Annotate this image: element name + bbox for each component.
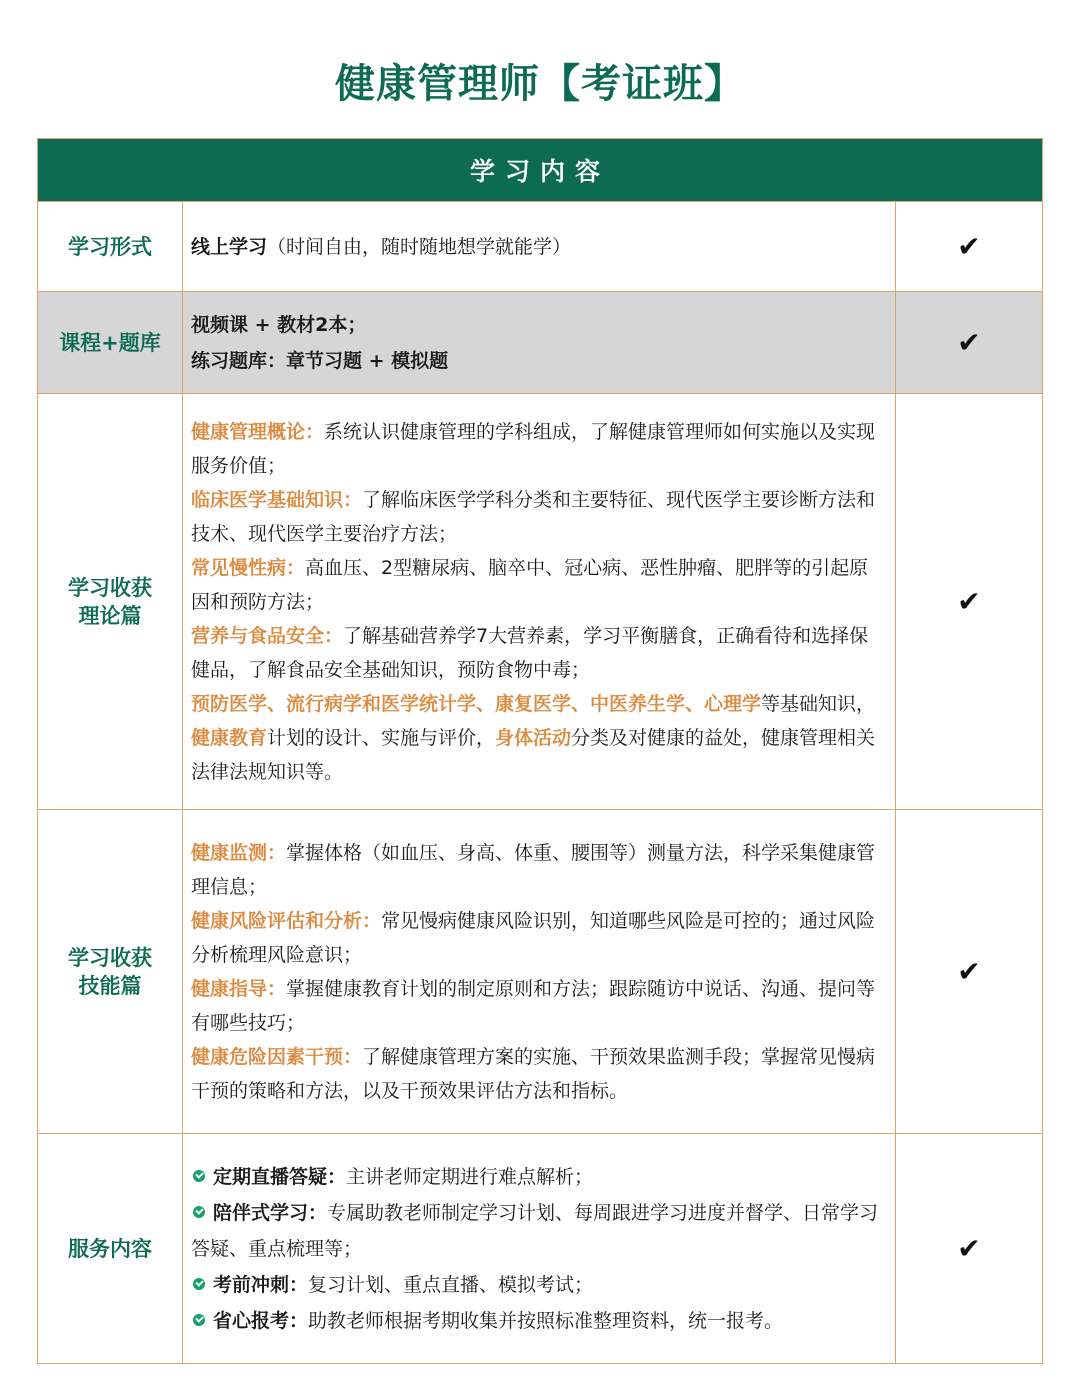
list-item: 临床医学基础知识：了解临床医学学科分类和主要特征、现代医学主要诊断方法和技术、现代医学主要治疗方法； [191,488,876,545]
row-services [37,1134,1043,1364]
check-circle-icon [193,1314,205,1326]
row-skills [37,810,1043,1134]
row-content [183,202,896,291]
check-mark-icon: ✔ [957,955,981,988]
row-label: 学习收获 理论篇 [38,394,183,809]
course-table [37,138,1043,1364]
check-mark-icon: ✔ [957,585,981,618]
content-line: 视频课 + 教材2本； [191,313,367,336]
list-item: 健康管理概论：系统认识健康管理的学科组成，了解健康管理师如何实施以及实现服务价值； [191,420,876,477]
row-content [183,1134,896,1363]
row-content [183,292,896,393]
row-study-format [37,202,1043,292]
list-item: 定期直播答疑：主讲老师定期进行难点解析； [191,1159,881,1195]
list-item: 健康监测：掌握体格（如血压、身高、体重、腰围等）测量方法，科学采集健康管理信息； [191,841,876,898]
list-item: 营养与食品安全：了解基础营养学7大营养素，学习平衡膳食，正确看待和选择保健品，了解食品安全基础知识，预防食物中毒； [191,624,869,681]
check-mark-icon: ✔ [957,230,981,263]
list-item: 陪伴式学习：专属助教老师制定学习计划、每周跟进学习进度并督学、日常学习答疑、重点梳理等； [191,1201,879,1260]
row-content [183,394,896,809]
row-course-bank [37,292,1043,394]
row-label: 学习形式 [38,202,183,291]
check-circle-icon [193,1206,205,1218]
table-header: 学习内容 [37,138,1043,202]
strong-text: 线上学习 [191,235,268,258]
page-title: 健康管理师【考证班】 [335,61,745,107]
check-mark-icon: ✔ [957,1232,981,1265]
row-content [183,810,896,1133]
list-item: 考前冲刺：复习计划、重点直播、模拟考试； [191,1267,881,1303]
content-line: 练习题库：章节习题 + 模拟题 [191,349,449,372]
check-circle-icon [193,1278,205,1290]
row-theory [37,394,1043,810]
list-item: 预防医学、流行病学和医学统计学、康复医学、中医养生学、心理学等基础知识，健康教育计划的设计、实施与评价，身体活动分类及对健康的益处，健康管理相关法律法规知识等。 [191,692,876,783]
plain-text: （时间自由，随时随地想学就能学） [267,235,572,258]
list-item: 健康指导：掌握健康教育计划的制定原则和方法；跟踪随访中说话、沟通、提问等有哪些技巧； [191,977,876,1034]
list-item: 健康危险因素干预：了解健康管理方案的实施、干预效果监测手段；掌握常见慢病干预的策略和方法，以及干预效果评估方法和指标。 [191,1045,876,1102]
list-item: 省心报考：助教老师根据考期收集并按照标准整理资料，统一报考。 [191,1303,881,1339]
row-label: 学习收获 技能篇 [38,810,183,1133]
row-label: 课程+题库 [38,292,183,393]
check-circle-icon [193,1170,205,1182]
row-label: 服务内容 [38,1134,183,1363]
check-mark-icon: ✔ [957,326,981,359]
list-item: 常见慢性病：高血压、2型糖尿病、脑卒中、冠心病、恶性肿瘤、肥胖等的引起原因和预防方法； [191,556,869,613]
list-item: 健康风险评估和分析：常见慢病健康风险识别，知道哪些风险是可控的；通过风险分析梳理风险意识； [191,909,876,966]
